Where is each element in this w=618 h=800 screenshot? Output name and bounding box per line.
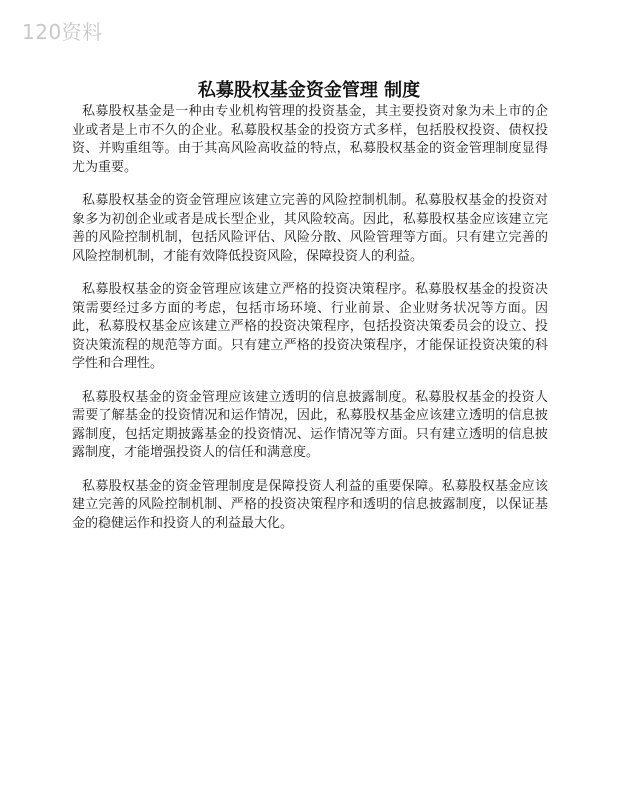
- paragraph-investment-decision: 私募股权基金的资金管理应该建立严格的投资决策程序。私募股权基金的投资决策需要经过多方面的考虑，包括市场环境、行业前景、企业财务状况等方面。因此，私募股权基金应该建立严格的投资决策程序，包括投资决策委员会的设立、投资决策流程的规范等方面。只有建立严格的投资决策程序，才能保证投资决策的科学性和合理性。: [72, 282, 548, 371]
- paragraph-intro: 私募股权基金是一种由专业机构管理的投资基金，其主要投资对象为未上市的企业或者是上市不久的企业。私募股权基金的投资方式多样，包括股权投资、债权投资、并购重组等。由于其高风险高收益的特点，私募股权基金的资金管理制度显得尤为重要。: [72, 104, 548, 175]
- watermark-text: 120资料: [22, 20, 103, 44]
- paragraph-information-disclosure: 私募股权基金的资金管理应该建立透明的信息披露制度。私募股权基金的投资人需要了解基金的投资情况和运作情况，因此，私募股权基金应该建立透明的信息披露制度，包括定期披露基金的投资情况、运作情况等方面。只有建立透明的信息披露制度，才能增强投资人的信任和满意度。: [72, 389, 548, 460]
- document-title: 私募股权基金资金管理 制度: [197, 80, 421, 101]
- document-body: [72, 103, 548, 548]
- paragraph-conclusion: 私募股权基金的资金管理制度是保障投资人利益的重要保障。私募股权基金应该建立完善的风险控制机制、严格的投资决策程序和透明的信息披露制度，以保证基金的稳健运作和投资人的利益最大化。: [72, 478, 548, 531]
- paragraph-risk-control: 私募股权基金的资金管理应该建立完善的风险控制机制。私募股权基金的投资对象多为初创企业或者是成长型企业，其风险较高。因此，私募股权基金应该建立完善的风险控制机制，包括风险评估、风险分散、风险管理等方面。只有建立完善的风险控制机制，才能有效降低投资风险，保障投资人的利益。: [72, 193, 548, 264]
